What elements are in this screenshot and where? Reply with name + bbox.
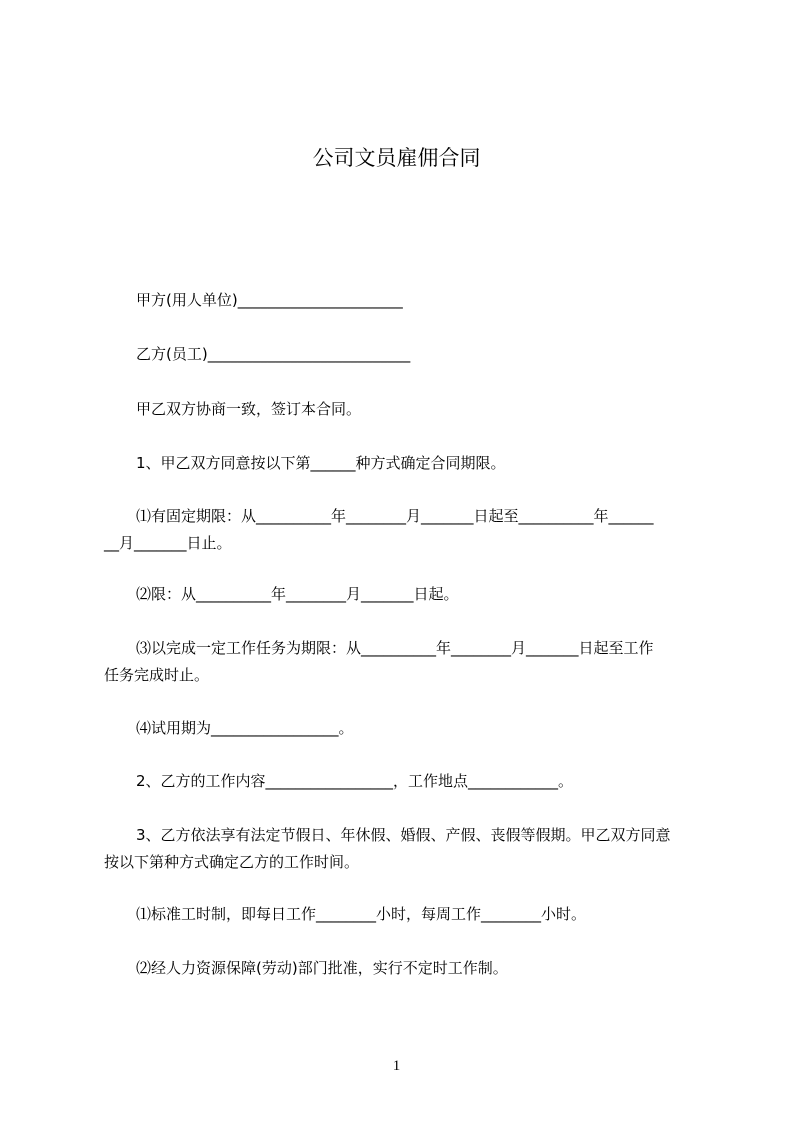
clause-1-line: 1、甲乙双方同意按以下第______种方式确定合同期限。 [136, 454, 506, 472]
clause-1-option-4-line: ⑷试用期为_________________。 [136, 719, 354, 737]
clause-2-line: 2、乙方的工作内容_________________，工作地点____________。 [136, 772, 574, 790]
clause-3-line: 3、乙方依法享有法定节假日、年休假、婚假、产假、丧假等假期。甲乙双方同意 [136, 826, 671, 844]
agreement-intro-line: 甲乙双方协商一致，签订本合同。 [136, 400, 362, 418]
document-title: 公司文员雇佣合同 [312, 146, 481, 170]
clause-1-option-2-line: ⑵限：从__________年________月_______日起。 [136, 585, 459, 603]
clause-3-option-1-line: ⑴标准工时制，即每日工作________小时，每周工作________小时。 [136, 905, 587, 923]
clause-3-continuation: 按以下第种方式确定乙方的工作时间。 [104, 853, 360, 871]
clause-1-option-1-continuation: __月_______日止。 [104, 534, 232, 552]
party-b-line: 乙方(员工)___________________________ [136, 345, 411, 363]
clause-1-option-3-continuation: 任务完成时止。 [104, 666, 210, 684]
party-a-line: 甲方(用人单位)______________________ [136, 291, 403, 309]
clause-1-option-1-line: ⑴有固定期限：从__________年________月_______日起至__________年______ [136, 507, 654, 525]
clause-1-option-3-line: ⑶以完成一定工作任务为期限：从__________年________月_______日起至工作 [136, 639, 654, 657]
page-number: 1 [392, 1058, 401, 1074]
clause-3-option-2-line: ⑵经人力资源保障(劳动)部门批准，实行不定时工作制。 [136, 959, 508, 977]
